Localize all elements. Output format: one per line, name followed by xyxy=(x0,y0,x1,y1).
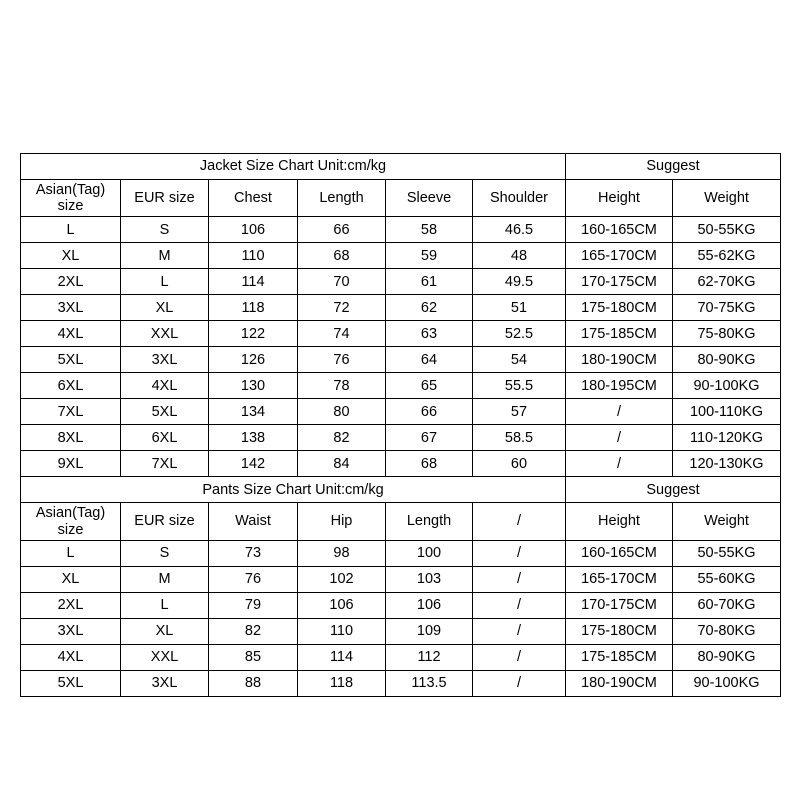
cell: 60-70KG xyxy=(673,592,781,618)
cell: 175-180CM xyxy=(566,295,673,321)
cell: 102 xyxy=(298,566,386,592)
cell: 126 xyxy=(209,347,298,373)
cell: 84 xyxy=(298,451,386,477)
cell: 103 xyxy=(386,566,473,592)
cell: 6XL xyxy=(21,373,121,399)
cell: 90-100KG xyxy=(673,670,781,696)
cell: 48 xyxy=(473,243,566,269)
cell: XXL xyxy=(121,321,209,347)
table-row xyxy=(21,540,781,566)
cell: 76 xyxy=(298,347,386,373)
table-row xyxy=(21,217,781,243)
cell: 66 xyxy=(298,217,386,243)
cell: 109 xyxy=(386,618,473,644)
cell: XXL xyxy=(121,644,209,670)
cell: 72 xyxy=(298,295,386,321)
jacket-header-length: Length xyxy=(298,180,386,217)
jacket-header-row xyxy=(21,180,781,217)
cell: 75-80KG xyxy=(673,321,781,347)
cell: 5XL xyxy=(121,399,209,425)
cell: 113.5 xyxy=(386,670,473,696)
jacket-header-shoulder: Shoulder xyxy=(473,180,566,217)
cell: 3XL xyxy=(21,295,121,321)
cell: 62 xyxy=(386,295,473,321)
table-row xyxy=(21,592,781,618)
cell: / xyxy=(473,644,566,670)
cell: 64 xyxy=(386,347,473,373)
cell: 46.5 xyxy=(473,217,566,243)
table-row xyxy=(21,644,781,670)
cell: 170-175CM xyxy=(566,269,673,295)
jacket-header-weight: Weight xyxy=(673,180,781,217)
cell: 175-185CM xyxy=(566,644,673,670)
cell: 52.5 xyxy=(473,321,566,347)
cell: 160-165CM xyxy=(566,217,673,243)
cell: / xyxy=(473,566,566,592)
pants-title-row xyxy=(21,477,781,503)
pants-title: Pants Size Chart Unit:cm/kg xyxy=(21,477,566,503)
pants-header-length: Length xyxy=(386,503,473,540)
cell: 134 xyxy=(209,399,298,425)
cell: 59 xyxy=(386,243,473,269)
cell: / xyxy=(566,399,673,425)
cell: 3XL xyxy=(21,618,121,644)
cell: 112 xyxy=(386,644,473,670)
cell: 51 xyxy=(473,295,566,321)
size-chart-container xyxy=(20,153,780,697)
cell: / xyxy=(473,670,566,696)
cell: 66 xyxy=(386,399,473,425)
cell: 79 xyxy=(209,592,298,618)
jacket-header-asian-line1: Asian(Tag) xyxy=(35,182,106,198)
cell: 3XL xyxy=(121,670,209,696)
cell: 106 xyxy=(298,592,386,618)
cell: XL xyxy=(21,566,121,592)
cell: 60 xyxy=(473,451,566,477)
table-row xyxy=(21,618,781,644)
cell: XL xyxy=(21,243,121,269)
table-row xyxy=(21,269,781,295)
cell: 55.5 xyxy=(473,373,566,399)
jacket-header-asian-line2: size xyxy=(57,198,84,215)
cell: 85 xyxy=(209,644,298,670)
cell: 67 xyxy=(386,425,473,451)
cell: 78 xyxy=(298,373,386,399)
cell: 49.5 xyxy=(473,269,566,295)
size-chart-table xyxy=(20,153,781,697)
pants-suggest-label: Suggest xyxy=(566,477,781,503)
cell: 90-100KG xyxy=(673,373,781,399)
cell: 58.5 xyxy=(473,425,566,451)
cell: 55-60KG xyxy=(673,566,781,592)
jacket-header-asian-size xyxy=(21,180,121,217)
cell: 4XL xyxy=(21,644,121,670)
cell: 98 xyxy=(298,540,386,566)
cell: 55-62KG xyxy=(673,243,781,269)
cell: L xyxy=(121,592,209,618)
cell: 70 xyxy=(298,269,386,295)
pants-header-asian-line2: size xyxy=(57,521,84,538)
cell: 8XL xyxy=(21,425,121,451)
cell: 73 xyxy=(209,540,298,566)
cell: 68 xyxy=(298,243,386,269)
table-row xyxy=(21,670,781,696)
cell: 76 xyxy=(209,566,298,592)
table-row xyxy=(21,243,781,269)
cell: S xyxy=(121,540,209,566)
cell: 80-90KG xyxy=(673,347,781,373)
cell: 122 xyxy=(209,321,298,347)
cell: 63 xyxy=(386,321,473,347)
cell: 180-195CM xyxy=(566,373,673,399)
cell: 170-175CM xyxy=(566,592,673,618)
cell: 114 xyxy=(298,644,386,670)
cell: 114 xyxy=(209,269,298,295)
table-row xyxy=(21,566,781,592)
cell: XL xyxy=(121,295,209,321)
pants-header-asian-line1: Asian(Tag) xyxy=(35,505,106,522)
cell: 88 xyxy=(209,670,298,696)
cell: 9XL xyxy=(21,451,121,477)
cell: 80 xyxy=(298,399,386,425)
cell: 175-185CM xyxy=(566,321,673,347)
cell: 120-130KG xyxy=(673,451,781,477)
cell: 160-165CM xyxy=(566,540,673,566)
cell: 4XL xyxy=(21,321,121,347)
cell: 130 xyxy=(209,373,298,399)
cell: XL xyxy=(121,618,209,644)
cell: M xyxy=(121,243,209,269)
jacket-suggest-label: Suggest xyxy=(566,154,781,180)
cell: S xyxy=(121,217,209,243)
cell: 70-80KG xyxy=(673,618,781,644)
cell: L xyxy=(121,269,209,295)
jacket-header-eur-size: EUR size xyxy=(121,180,209,217)
cell: M xyxy=(121,566,209,592)
cell: 57 xyxy=(473,399,566,425)
pants-header-waist: Waist xyxy=(209,503,298,540)
cell: 6XL xyxy=(121,425,209,451)
cell: 5XL xyxy=(21,347,121,373)
cell: 70-75KG xyxy=(673,295,781,321)
cell: 61 xyxy=(386,269,473,295)
table-row xyxy=(21,373,781,399)
cell: 65 xyxy=(386,373,473,399)
table-row xyxy=(21,295,781,321)
jacket-header-chest: Chest xyxy=(209,180,298,217)
cell: 4XL xyxy=(121,373,209,399)
cell: 50-55KG xyxy=(673,217,781,243)
jacket-header-height: Height xyxy=(566,180,673,217)
cell: 82 xyxy=(298,425,386,451)
cell: 58 xyxy=(386,217,473,243)
cell: 110 xyxy=(298,618,386,644)
jacket-title: Jacket Size Chart Unit:cm/kg xyxy=(21,154,566,180)
cell: 100-110KG xyxy=(673,399,781,425)
pants-header-eur-size: EUR size xyxy=(121,503,209,540)
pants-header-slash: / xyxy=(473,503,566,540)
cell: / xyxy=(566,425,673,451)
cell: 80-90KG xyxy=(673,644,781,670)
pants-header-height: Height xyxy=(566,503,673,540)
cell: 68 xyxy=(386,451,473,477)
pants-header-row xyxy=(21,503,781,540)
jacket-header-sleeve: Sleeve xyxy=(386,180,473,217)
cell: 62-70KG xyxy=(673,269,781,295)
pants-header-weight: Weight xyxy=(673,503,781,540)
cell: 118 xyxy=(209,295,298,321)
cell: 7XL xyxy=(121,451,209,477)
cell: 175-180CM xyxy=(566,618,673,644)
cell: 2XL xyxy=(21,592,121,618)
cell: 110 xyxy=(209,243,298,269)
cell: 106 xyxy=(386,592,473,618)
cell: / xyxy=(473,592,566,618)
cell: 7XL xyxy=(21,399,121,425)
pants-header-asian-size xyxy=(21,503,121,540)
jacket-title-row xyxy=(21,154,781,180)
table-row xyxy=(21,399,781,425)
cell: 50-55KG xyxy=(673,540,781,566)
cell: 118 xyxy=(298,670,386,696)
cell: 100 xyxy=(386,540,473,566)
cell: 138 xyxy=(209,425,298,451)
cell: 2XL xyxy=(21,269,121,295)
cell: 165-170CM xyxy=(566,566,673,592)
table-row xyxy=(21,321,781,347)
cell: 110-120KG xyxy=(673,425,781,451)
cell: / xyxy=(473,618,566,644)
pants-header-hip: Hip xyxy=(298,503,386,540)
table-row xyxy=(21,347,781,373)
cell: 180-190CM xyxy=(566,670,673,696)
cell: 82 xyxy=(209,618,298,644)
cell: 142 xyxy=(209,451,298,477)
cell: / xyxy=(566,451,673,477)
cell: 106 xyxy=(209,217,298,243)
table-row xyxy=(21,425,781,451)
cell: 54 xyxy=(473,347,566,373)
table-row xyxy=(21,451,781,477)
cell: 3XL xyxy=(121,347,209,373)
cell: / xyxy=(473,540,566,566)
cell: 5XL xyxy=(21,670,121,696)
cell: L xyxy=(21,217,121,243)
cell: L xyxy=(21,540,121,566)
cell: 180-190CM xyxy=(566,347,673,373)
cell: 165-170CM xyxy=(566,243,673,269)
cell: 74 xyxy=(298,321,386,347)
